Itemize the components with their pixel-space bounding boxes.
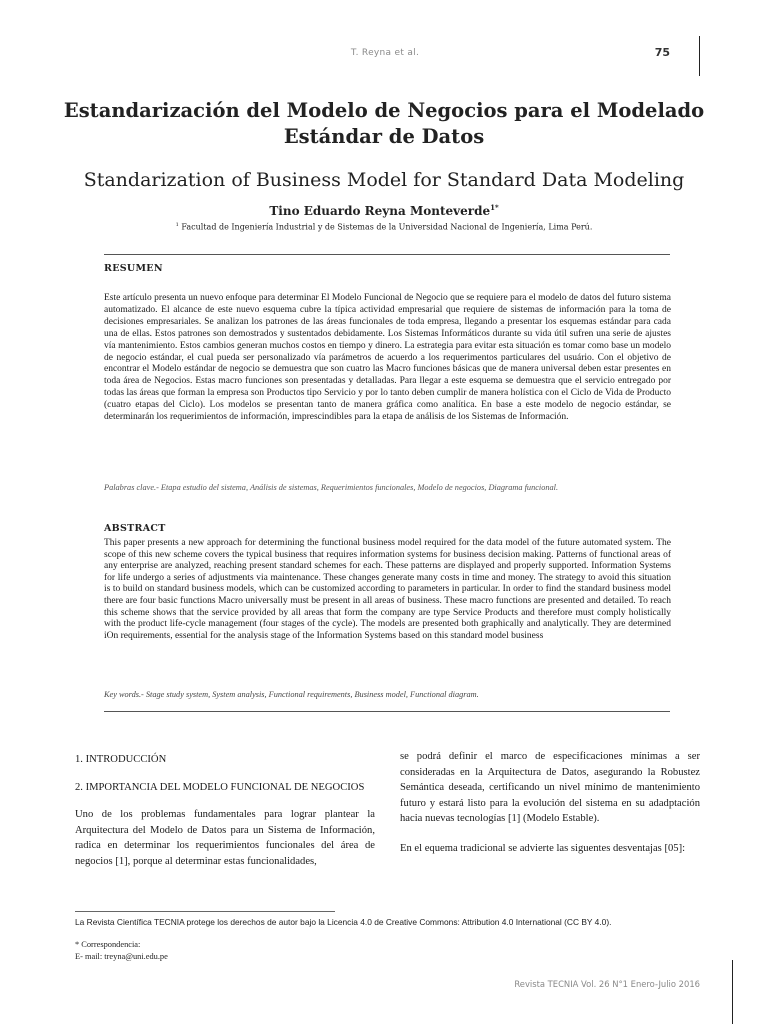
body-column-right xyxy=(400,749,700,870)
title-english: Standarization of Business Model for Standard Data Modeling xyxy=(83,169,685,191)
author-line xyxy=(40,203,728,218)
correspondence-label: * Correspondencia: xyxy=(75,940,141,949)
correspondence-note xyxy=(75,939,168,963)
journal-footer: Revista TECNIA Vol. 26 N°1 Enero-Julio 2016 xyxy=(514,979,700,989)
footer-divider xyxy=(732,960,733,1024)
abstract-keywords: Key words.- Stage study system, System analysis, Functional requirements, Business model, Functional diagram. xyxy=(104,690,479,699)
abstract-top-rule xyxy=(104,254,670,255)
affiliation-mark: 1 xyxy=(175,222,179,228)
body-column-left xyxy=(75,752,375,869)
section-heading-importancia: 2. IMPORTANCIA DEL MODELO FUNCIONAL DE NEGOCIOS xyxy=(75,781,365,793)
body-paragraph: Uno de los problemas fundamentales para lograr plantear la Arquitectura del Modelo de Datos para un Sistema de Información, radica en determinar los requerimientos funcionales del área de negocios [1], porque al determinar estas funcionalidades, xyxy=(75,809,375,867)
affiliation: Facultad de Ingeniería Industrial y de Sistemas de la Universidad Nacional de Ingeniería, Lima Perú. xyxy=(181,222,593,232)
resumen-keywords: Palabras clave.- Etapa estudio del sistema, Análisis de sistemas, Requerimientos funcionales, Modelo de negocios, Diagrama funcional. xyxy=(104,483,559,492)
affiliation-line xyxy=(40,222,728,232)
running-head: T. Reyna et al. xyxy=(350,48,420,58)
body-paragraph: En el equema tradicional se advierte las siguentes desventajas [05]: xyxy=(400,842,686,854)
abstract-heading: ABSTRACT xyxy=(104,523,166,534)
correspondence-email: E- mail: treyna@uni.edu.pe xyxy=(75,952,168,961)
resumen-heading: RESUMEN xyxy=(104,263,163,274)
abstract-body: This paper presents a new approach for determining the functional business model required for the data model of the future automated system. The scope of this new scheme covers the typical business that requires information systems for business decision making. Patterns of functional areas of any enterprise are analyzed, reaching present standard schemes for each. These patterns are displayed and properly supported. Information Systems for life undergo a series of adjustments via maintenance. These changes generate many costs in time and money. The strategy to avoid this situation is to build on standard business models, which can be customized according to parameters in particular. In order to find the standard business model there are four basic functions Macro universally must be present in all areas of business. These macro functions are presented and detailed. To reach this scheme shows that the service provided by all areas that form the company are type Service Products and therefore must comply holistically with the product life-cycle management (four stages of the cycle). The models are presented both graphically and analytically. They are determined iOn requirements, essential for the analysis stage of the Information Systems based on this standard model business xyxy=(104,538,671,641)
license-note: La Revista Científica TECNIA protege los derechos de autor bajo la Licencia 4.0 de Creative Commons: Attribution 4.0 International (CC BY 4.0). xyxy=(75,917,612,927)
section-heading-introduccion: 1. INTRODUCCIÓN xyxy=(75,754,167,765)
page-number: 75 xyxy=(654,46,670,59)
body-paragraph: se podrá definir el marco de especificaciones mínimas a ser consideradas en la Arquitectura de Datos, asegurando la Robustez Semántica deseada, certificando un nivel mínimo de mantenimiento futuro y estará listo para la evolución del sistema en su adadptación hacia nuevas tecnologías [1] (Modelo Estable). xyxy=(400,751,700,824)
author-name: Tino Eduardo Reyna Monteverde xyxy=(269,204,491,218)
header-divider xyxy=(699,36,700,76)
title-spanish: Estandarización del Modelo de Negocios para el Modelado Estándar de Datos xyxy=(63,99,705,148)
footnote-rule xyxy=(75,911,335,912)
resumen-body: Este artículo presenta un nuevo enfoque para determinar El Modelo Funcional de Negocio que se requiere para el modelo de datos del futuro sistema automatizado. El alcance de este nuevo esquema cubre la típica actividad empresarial que requiere de sistemas de información para la toma de decisiones empresariales. Se analizan los patrones de las áreas funcionales de toda empresa, llegando a presentar los esquemas estándar para cada una de ellas. Estos patrones son demostrados y sustentados debidamente. Los Sistemas Informáticos durante su vida útil sufren una serie de ajustes vía mantenimiento. Estos cambios generan muchos costos en tiempo y dinero. La estrategia para evitar esta situación es tomar como base un modelo de negocio estándar, el cual pueda ser personalizado vía parámetros de acuerdo a los requerimentos particulares del usuário. Con el objetivo de encontrar el Modelo estándar de negocio se demuestra que son cuatro las Macro funciones básicas que de manera universal deben estar presentes en toda área de Negocios. Estas macro funciones son presentadas y detalladas. Para llegar a este esquema se demuestra que el servicio entregado por todas las áreas que forman la empresa son Productos tipo Servicio y por lo tanto deben cumplir de manera holística con el Ciclo de Vida de Producto (cuatro etapas del Ciclo). Los modelos se presentan tanto de manera gráfica como analítica. En base a este modelo de negocio estándar, se determinarán los requerimientos de información, imprescindibles para la etapa de análisis de los Sistemas de Información. xyxy=(104,293,671,423)
author-mark: 1* xyxy=(490,203,499,212)
abstract-bottom-rule xyxy=(104,711,670,712)
